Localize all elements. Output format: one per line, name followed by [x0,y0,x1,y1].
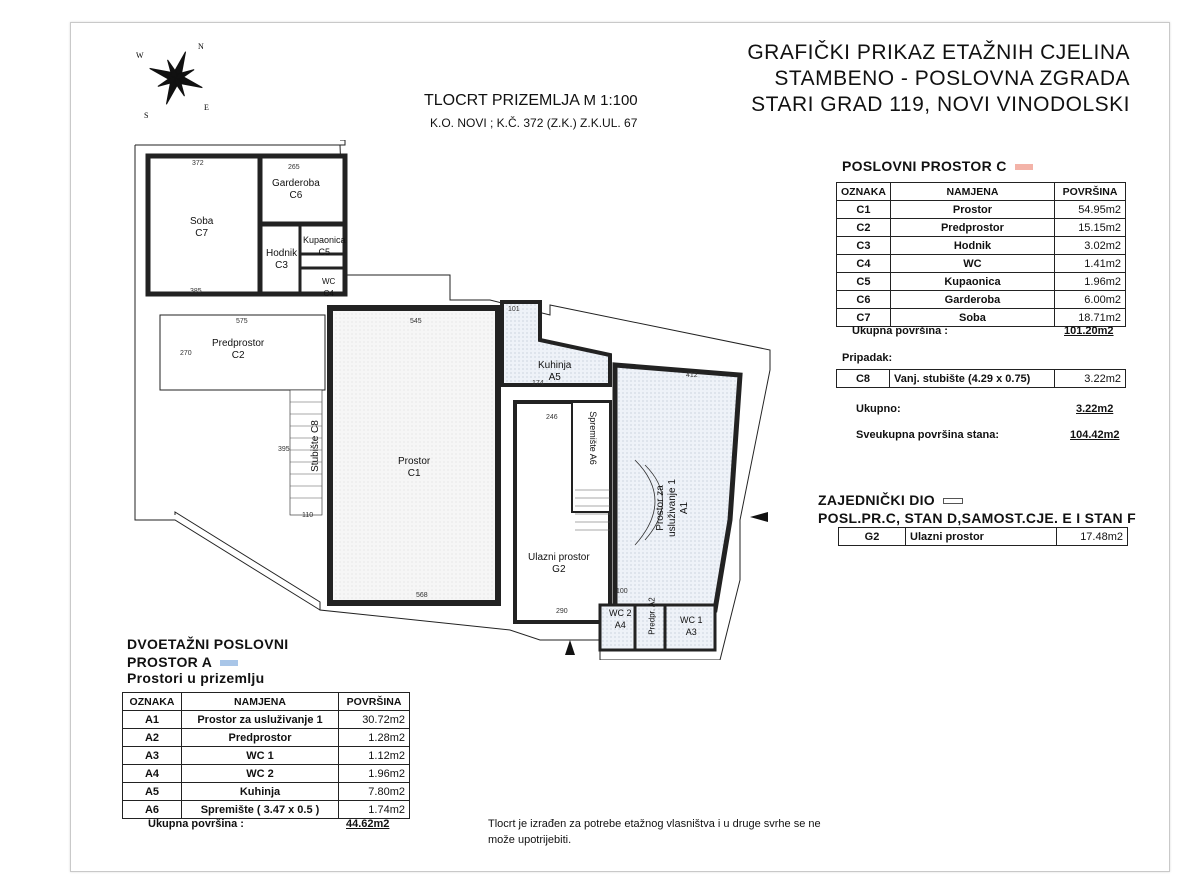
table-row [123,711,410,729]
cell-povrsina: 17.48m2 [1057,528,1128,546]
col-oznaka: OZNAKA [837,183,891,201]
cell-povrsina: 1.28m2 [339,729,410,747]
room-code-a6: A6 [587,453,598,465]
room-code-c8: C8 [309,420,321,433]
cell-namjena: WC 1 [182,747,339,765]
cell-namjena: Vanj. stubište (4.29 x 0.75) [890,370,1055,388]
room-label-stubiste [310,420,322,472]
table-row [837,309,1126,327]
table-header-row [123,693,410,711]
cell-oznaka: A1 [123,711,182,729]
cell-povrsina: 15.15m2 [1055,219,1126,237]
table-row [837,370,1126,388]
room-name-wc-c4: WC [322,277,336,286]
room-label-soba [190,216,213,240]
dim-label: 575 [236,318,248,325]
cell-namjena: Kupaonica [890,273,1054,291]
col-namjena: NAMJENA [890,183,1054,201]
room-name-garderoba: Garderoba [272,178,320,189]
dim-label: 110 [302,512,314,519]
cell-namjena: Hodnik [890,237,1054,255]
table-row [837,291,1126,309]
cell-povrsina: 7.80m2 [339,783,410,801]
posl-c-title [842,158,1033,174]
plan-subtitle: K.O. NOVI ; K.Č. 372 (Z.K.) Z.K.UL. 67 [430,116,638,130]
room-name-usluzivanje-2: usluživanje 1 [666,479,678,537]
plan-title [424,92,638,110]
dim-label: 100 [616,588,628,595]
room-label-wc2 [609,607,632,631]
cell-namjena: Spremište ( 3.47 x 0.5 ) [182,801,339,819]
room-label-ulazni [528,552,590,576]
cell-namjena: Predprostor [890,219,1054,237]
cell-povrsina: 1.41m2 [1055,255,1126,273]
cell-oznaka: C8 [837,370,890,388]
cell-povrsina: 1.96m2 [339,765,410,783]
cell-namjena: Soba [890,309,1054,327]
pripadak-label: Pripadak: [842,352,893,364]
cell-povrsina: 3.22m2 [1055,370,1126,388]
cell-oznaka: G2 [839,528,906,546]
room-name-prostor: Prostor [398,456,431,467]
plan-title-text: TLOCRT PRIZEMLJA [424,92,579,109]
dim-label: 265 [288,164,300,171]
posl-a-total-label: Ukupna površina : [148,818,244,830]
cell-povrsina: 18.71m2 [1055,309,1126,327]
cell-namjena: WC 2 [182,765,339,783]
table-row [837,255,1126,273]
room-name-kupaonica: Kupaonica [303,235,346,245]
pripadak-table [836,369,1126,388]
room-name-wc1: WC 1 [680,615,703,625]
floor-plan-drawing [130,140,780,660]
room-code-a3: A3 [685,627,697,637]
table-row [837,273,1126,291]
cell-povrsina: 54.95m2 [1055,201,1126,219]
room-label-garderoba [272,178,320,202]
cell-oznaka: A2 [123,729,182,747]
plan-scale: M 1:100 [583,92,638,109]
zajednicki-subtitle: POSL.PR.C, STAN D,SAMOST.CJE. E I STAN F [818,510,1136,526]
col-povrsina: POVRŠINA [1055,183,1126,201]
cell-namjena: Prostor za usluživanje 1 [182,711,339,729]
dim-label: 101 [508,306,520,313]
cell-oznaka: C2 [837,219,891,237]
cell-oznaka: C1 [837,201,891,219]
room-name-stubiste: Stubište [309,435,321,472]
entrance-arrow-icon [565,640,575,655]
table-row [837,219,1126,237]
dim-label: 545 [410,318,422,325]
compass-rose-icon [132,40,222,120]
room-label-usluzivanje [655,479,691,537]
posl-c-total-label: Ukupna površina : [852,325,948,337]
zajednicki-table [838,527,1128,546]
table-row [837,201,1126,219]
cell-namjena: WC [890,255,1054,273]
cell-namjena: Prostor [890,201,1054,219]
cell-namjena: Garderoba [890,291,1054,309]
disclaimer-note: Tlocrt je izrađen za potrebe etažnog vlasništva i u druge svrhe se ne može upotrijebiti. [488,818,821,846]
table-row [837,237,1126,255]
dim-label: 395 [278,446,290,453]
posl-c-title-text: POSLOVNI PROSTOR C [842,158,1007,174]
room-code-c7: C7 [195,228,209,239]
sveukupna-value: 104.42m2 [1070,429,1120,441]
compass-letter-n: N [198,42,204,51]
dim-label: 412 [686,372,698,379]
room-label-kupaonica [303,234,346,258]
ukupno-label: Ukupno: [856,403,901,415]
table-row [123,765,410,783]
cell-namjena: Predprostor [182,729,339,747]
room-code-c2: C2 [231,350,245,361]
compass-letter-w: W [136,51,144,60]
room-name-usluzivanje-1: Prostor za [654,485,666,531]
posl-a-total-value: 44.62m2 [346,818,390,830]
zajednicki-title-text: ZAJEDNIČKI DIO [818,492,935,508]
room-code-c4: C4 [323,289,334,298]
room-name-predpr: Predpr. [647,608,657,635]
cell-namjena: Ulazni prostor [906,528,1057,546]
dim-label: 385 [190,288,202,295]
room-code-g2: G2 [552,564,566,575]
room-name-soba: Soba [190,216,214,227]
table-header-row [837,183,1126,201]
cell-oznaka: C6 [837,291,891,309]
posl-a-title-2-text: PROSTOR A [127,654,213,670]
dim-label: 174 [532,380,544,387]
entrance-arrow-right-icon [750,512,768,522]
room-label-predprostor [212,338,264,362]
cell-oznaka: A6 [123,801,182,819]
room-code-a1: A1 [678,501,690,515]
room-code-a2: A2 [647,597,657,608]
table-row [123,729,410,747]
cell-oznaka: C7 [837,309,891,327]
room-label-prostor [398,456,430,480]
posl-a-title-3: Prostori u prizemlju [127,670,265,686]
zajednicki-swatch [943,498,963,504]
posl-c-table [836,182,1126,327]
header-line-2: STAMBENO - POSLOVNA ZGRADA [774,67,1130,90]
zajednicki-title [818,492,963,508]
table-row [839,528,1128,546]
cell-oznaka: C5 [837,273,891,291]
posl-a-title-2 [127,654,238,670]
room-label-hodnik [266,248,297,272]
posl-c-total-value: 101.20m2 [1064,325,1114,337]
col-povrsina: POVRŠINA [339,693,410,711]
dim-label: 290 [556,608,568,615]
cell-povrsina: 30.72m2 [339,711,410,729]
dim-label: 372 [192,160,204,167]
room-name-wc2: WC 2 [609,608,632,618]
posl-a-table [122,692,410,819]
room-code-a4: A4 [614,620,626,630]
cell-povrsina: 3.02m2 [1055,237,1126,255]
compass-letter-e: E [204,103,209,112]
compass-letter-s: S [144,111,149,120]
table-row [123,783,410,801]
col-namjena: NAMJENA [182,693,339,711]
room-code-c5: C5 [318,247,331,257]
room-label-spremiste [587,411,599,465]
cell-oznaka: A5 [123,783,182,801]
posl-a-title-1: DVOETAŽNI POSLOVNI [127,636,289,652]
cell-namjena: Kuhinja [182,783,339,801]
room-label-wc1 [680,614,703,638]
header-line-1: GRAFIČKI PRIKAZ ETAŽNIH CJELINA [747,41,1130,64]
room-code-a5: A5 [548,372,561,383]
cell-povrsina: 6.00m2 [1055,291,1126,309]
cell-oznaka: A3 [123,747,182,765]
room-name-spremiste: Spremište [587,411,598,452]
cell-oznaka: A4 [123,765,182,783]
room-code-c1: C1 [407,468,421,479]
cell-oznaka: C3 [837,237,891,255]
room-label-wc-c4 [322,276,335,300]
room-label-predpr [647,597,659,634]
ukupno-value: 3.22m2 [1076,403,1114,415]
header-line-3: STARI GRAD 119, NOVI VINODOLSKI [751,93,1130,116]
room-name-predprostor: Predprostor [212,338,265,349]
cell-povrsina: 1.12m2 [339,747,410,765]
cell-oznaka: C4 [837,255,891,273]
cell-povrsina: 1.96m2 [1055,273,1126,291]
dim-label: 246 [546,414,558,421]
sveukupna-label: Sveukupna površina stana: [856,429,1000,441]
cell-povrsina: 1.74m2 [339,801,410,819]
room-name-kuhinja: Kuhinja [538,360,572,371]
room-name-ulazni: Ulazni prostor [528,552,590,563]
table-row [123,747,410,765]
posl-a-swatch [220,660,238,666]
posl-c-swatch [1015,164,1033,170]
room-code-c6: C6 [289,190,303,201]
room-code-c3: C3 [275,260,288,271]
table-row [123,801,410,819]
dim-label: 568 [416,592,428,599]
col-oznaka: OZNAKA [123,693,182,711]
room-name-hodnik: Hodnik [266,248,298,259]
dim-label: 270 [180,350,192,357]
